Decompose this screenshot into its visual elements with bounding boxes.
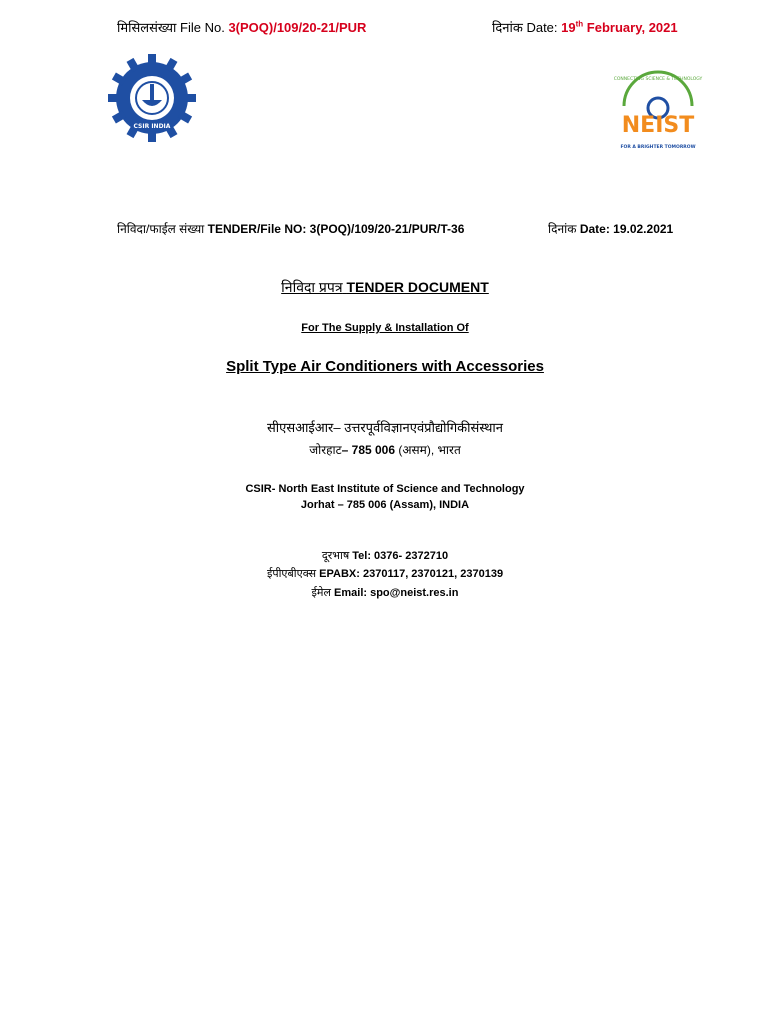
tender-number xyxy=(117,220,464,237)
neist-arc-text: CONNECTING SCIENCE & TECHNOLOGY xyxy=(613,77,703,82)
document-title xyxy=(0,278,770,297)
date-value xyxy=(561,20,677,35)
date-rest: February, 2021 xyxy=(583,20,678,35)
neist-tagline: FOR A BRIGHTER TOMORROW xyxy=(620,145,696,150)
csir-logo-text: CSIR INDIA xyxy=(133,123,171,130)
document-item: Split Type Air Conditioners with Accessories xyxy=(226,358,544,375)
institute-english-address: Jorhat – 785 006 (Assam), INDIA xyxy=(300,499,470,511)
email-label-hindi: ईमेल xyxy=(311,587,331,599)
epabx-value: EPABX: 2370117, 2370121, 2370139 xyxy=(319,568,504,580)
document-title-hindi: निविदा प्रपत्र xyxy=(281,279,343,295)
epabx-label-hindi: ईपीएबीएक्स xyxy=(266,568,317,580)
email-value[interactable]: Email: spo@neist.res.in xyxy=(334,587,459,599)
date-day: 19 xyxy=(561,20,576,35)
contact-telephone xyxy=(0,548,770,563)
document-subtitle: For The Supply & Installation Of xyxy=(301,322,469,334)
contact-epabx xyxy=(0,566,770,581)
date-line xyxy=(492,18,678,36)
address-city-hindi: जोरहाट xyxy=(309,443,342,457)
neist-wordmark: NEIST xyxy=(621,113,695,138)
csir-logo xyxy=(108,54,196,142)
tel-value: Tel: 0376- 2372710 xyxy=(352,550,449,562)
contact-email xyxy=(0,585,770,600)
tender-label-english: TENDER/File NO: 3(POQ)/109/20-21/PUR/T-36 xyxy=(207,222,465,236)
tender-date-hindi: दिनांक xyxy=(548,222,577,236)
tender-label-hindi: निविदा/फाईल संख्या xyxy=(117,222,205,236)
file-number-line xyxy=(117,18,366,36)
tel-label-hindi: दूरभाष xyxy=(321,550,350,562)
institute-hindi-name: सीएसआईआर– उत्तरपूर्वविज्ञानएवंप्रौद्योगिकीसंस्थान xyxy=(266,420,504,435)
file-label: मिसिलसंख्या File No. xyxy=(117,20,225,35)
date-label: दिनांक Date: xyxy=(492,20,558,35)
date-suffix: th xyxy=(575,19,584,29)
neist-logo xyxy=(610,66,706,152)
document-title-english: TENDER DOCUMENT xyxy=(346,279,489,295)
file-number: 3(POQ)/109/20-21/PUR xyxy=(228,20,367,35)
tender-date-english: Date: 19.02.2021 xyxy=(579,222,674,236)
institute-english-name: CSIR- North East Institute of Science and Technology xyxy=(245,483,525,495)
file-header xyxy=(0,18,770,38)
tender-date xyxy=(548,220,673,237)
address-pin: – 785 006 xyxy=(341,443,396,457)
institute-hindi-address xyxy=(0,441,770,458)
address-state-hindi: (असम), भारत xyxy=(398,443,461,457)
